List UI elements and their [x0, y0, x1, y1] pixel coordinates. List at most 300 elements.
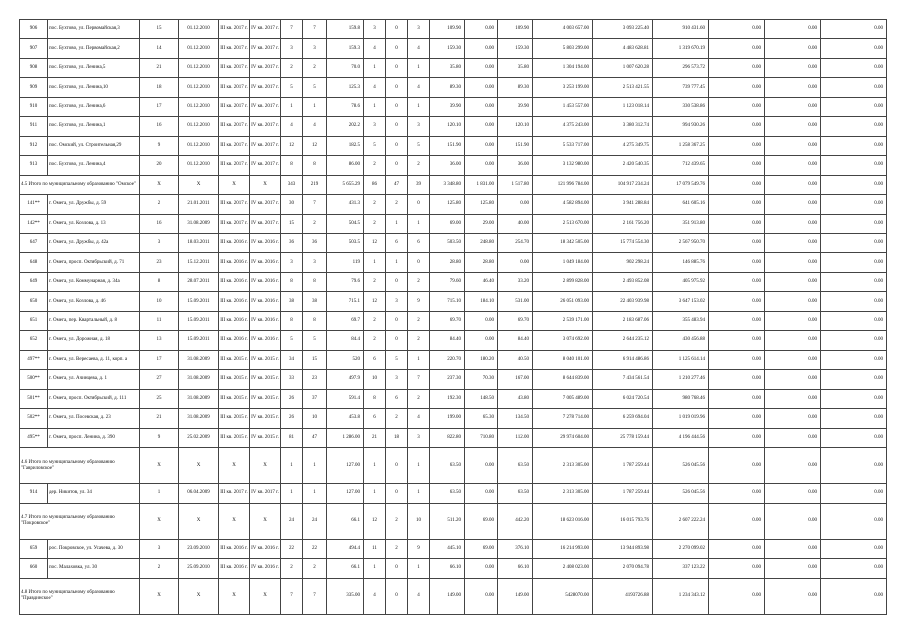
table-cell: 25.02.2009 [179, 428, 219, 447]
table-cell: III кв. 2017 г. [219, 78, 250, 97]
table-cell: 0.00 [709, 292, 765, 311]
table-cell: 0.00 [498, 253, 533, 272]
table-cell: 1 [408, 97, 430, 116]
table-cell: 1 [408, 58, 430, 77]
table-cell: 0.00 [709, 389, 765, 408]
table-cell: 0 [386, 331, 408, 350]
table-cell: 0.00 [821, 409, 887, 428]
table-cell: 0 [386, 78, 408, 97]
table-cell: 84.40 [498, 331, 533, 350]
table-cell: 3 253 199.00 [533, 78, 593, 97]
table-cell: 0 [386, 156, 408, 175]
table-cell: 142** [20, 214, 48, 233]
table-cell: 39.90 [430, 97, 465, 116]
table-cell: IV кв. 2016 г. [250, 233, 281, 252]
table-cell: 3 [408, 117, 430, 136]
table-cell: 5 803 299.00 [533, 39, 593, 58]
table-cell: 0.00 [709, 428, 765, 447]
table-cell: 34 [281, 350, 303, 369]
table-cell: 9 [408, 539, 430, 558]
table-cell: 0.00 [765, 214, 821, 233]
table-cell: 69.7 [327, 311, 364, 330]
address-cell: пос. Бухтово, ул. Ленина,4 [48, 156, 140, 175]
table-cell: III кв. 2016 г. [219, 253, 250, 272]
table-cell: 43.80 [498, 389, 533, 408]
table-cell: 159.8 [327, 20, 364, 39]
table-cell: 2 [364, 311, 386, 330]
table-cell: IV кв. 2016 г. [250, 292, 281, 311]
table-cell: 5 [408, 136, 430, 155]
table-cell: 3 [408, 428, 430, 447]
table-row [20, 311, 887, 330]
address-cell: пос. Бухтово, ул. Первомайская,3 [48, 20, 140, 39]
table-cell: 3 [386, 292, 408, 311]
table-cell: 0.00 [498, 195, 533, 214]
table-cell: 7 [303, 195, 327, 214]
table-cell: 0.00 [709, 350, 765, 369]
table-cell: 2 899 828.00 [533, 272, 593, 291]
table-cell: 151.90 [430, 136, 465, 155]
table-cell: 3 [281, 253, 303, 272]
table-cell: III кв. 2016 г. [219, 233, 250, 252]
table-cell: 23 [140, 253, 179, 272]
table-cell: 4 582 894.00 [533, 195, 593, 214]
table-cell: X [179, 447, 219, 483]
table-row [20, 58, 887, 77]
table-cell: 0.00 [465, 447, 498, 483]
table-cell: 254.70 [498, 233, 533, 252]
table-cell: 0.00 [709, 39, 765, 58]
table-cell: 63.50 [498, 484, 533, 503]
table-cell: 8 [281, 156, 303, 175]
table-cell: 0.00 [709, 331, 765, 350]
table-cell: 0.00 [765, 272, 821, 291]
table-cell: 351 913.80 [653, 214, 709, 233]
table-cell: 2 408 023.00 [533, 559, 593, 578]
table-cell: 15 [140, 20, 179, 39]
table-cell: 1 [364, 58, 386, 77]
table-cell: 651 [20, 311, 48, 330]
table-cell: 25.09.2010 [179, 559, 219, 578]
table-cell: 0.00 [765, 539, 821, 558]
table-cell: X [250, 447, 281, 483]
table-cell: 442.20 [498, 503, 533, 539]
table-cell: 86 [364, 175, 386, 194]
table-cell: 120.10 [498, 117, 533, 136]
table-cell: 495** [20, 428, 48, 447]
table-cell: 31.08.2009 [179, 389, 219, 408]
table-cell: 01.12.2010 [179, 156, 219, 175]
table-cell: 36.00 [498, 156, 533, 175]
table-cell: 47 [303, 428, 327, 447]
table-cell: 0.00 [765, 447, 821, 483]
table-cell: III кв. 2017 г. [219, 214, 250, 233]
table-cell: 16 015 793.76 [593, 503, 653, 539]
table-cell: IV кв. 2016 г. [250, 253, 281, 272]
table-cell: 63.50 [498, 447, 533, 483]
table-cell: 119 [327, 253, 364, 272]
table-cell: 2 [281, 559, 303, 578]
table-cell: 2 [386, 409, 408, 428]
table-cell: 502** [20, 409, 48, 428]
table-cell: 911 [20, 117, 48, 136]
table-cell: 650 [20, 292, 48, 311]
table-cell: 237.30 [430, 370, 465, 389]
table-cell: 1 [386, 253, 408, 272]
table-cell: 0.00 [821, 195, 887, 214]
table-cell: 69.00 [465, 503, 498, 539]
table-row [20, 97, 887, 116]
table-cell: 0.00 [709, 484, 765, 503]
table-cell: 0.00 [821, 503, 887, 539]
table-cell: 0 [408, 195, 430, 214]
table-cell: 4 [364, 78, 386, 97]
table-cell: 0.00 [709, 539, 765, 558]
table-cell: 1 [408, 214, 430, 233]
table-cell: 1 286.00 [327, 428, 364, 447]
table-cell: 6 [386, 389, 408, 408]
table-cell: 2 513 670.00 [533, 214, 593, 233]
table-cell: 0.00 [765, 428, 821, 447]
table-cell: 2 270 099.02 [653, 539, 709, 558]
table-cell: IV кв. 2016 г. [250, 331, 281, 350]
table-cell: 23.09.2010 [179, 539, 219, 558]
address-cell: г. Омега, ул. Дружбы, д. 59 [48, 195, 140, 214]
table-cell: 0.00 [709, 409, 765, 428]
table-cell: 2 [408, 156, 430, 175]
table-cell: 504.5 [327, 214, 364, 233]
table-cell: 4 [408, 578, 430, 614]
table-cell: 0.00 [821, 578, 887, 614]
table-cell: 526 045.56 [653, 484, 709, 503]
table-cell: 0 [386, 20, 408, 39]
table-cell: 01.12.2010 [179, 20, 219, 39]
table-cell: 980 768.46 [653, 389, 709, 408]
table-cell: 6 [364, 409, 386, 428]
table-cell: 914 [20, 484, 48, 503]
address-cell: пос. Бухтово, ул. Ленина,6 [48, 97, 140, 116]
table-cell: 2 [364, 156, 386, 175]
table-cell: 1 304 194.00 [533, 58, 593, 77]
table-row [20, 214, 887, 233]
table-cell: 2 [408, 389, 430, 408]
table-cell: 909 [20, 78, 48, 97]
table-cell: 0 [408, 253, 430, 272]
table-cell: 3 074 692.00 [533, 331, 593, 350]
table-cell: 36.00 [430, 156, 465, 175]
table-cell: 4 [303, 117, 327, 136]
table-cell: 4 [364, 39, 386, 58]
table-cell: IV кв. 2016 г. [250, 272, 281, 291]
table-cell: 15 [303, 350, 327, 369]
table-cell: X [250, 175, 281, 194]
table-cell: 28.80 [430, 253, 465, 272]
table-cell: 0 [386, 58, 408, 77]
table-cell: 1 [140, 484, 179, 503]
table-cell: 2 [303, 58, 327, 77]
table-cell: 659 [20, 539, 48, 558]
table-cell: 3 380 312.74 [593, 117, 653, 136]
table-cell: 0.00 [709, 195, 765, 214]
table-cell: 121 996 784.00 [533, 175, 593, 194]
table-cell: IV кв. 2017 г. [250, 195, 281, 214]
table-cell: 907 [20, 39, 48, 58]
table-cell: 0.00 [709, 58, 765, 77]
table-cell: IV кв. 2017 г. [250, 136, 281, 155]
table-cell: 296 573.72 [653, 58, 709, 77]
table-cell: 2 607 222.24 [653, 503, 709, 539]
table-cell: 652 [20, 331, 48, 350]
table-cell: 202.2 [327, 117, 364, 136]
table-cell: 37 [303, 389, 327, 408]
group-title: 4.6 Итого по муниципальному образованию "Гавриловское" [20, 447, 140, 483]
address-cell: пос. Бухтово, ул. Первомайская,2 [48, 39, 140, 58]
table-cell: 1 049 184.00 [533, 253, 593, 272]
table-cell: 6 [408, 233, 430, 252]
table-cell: 01.12.2010 [179, 117, 219, 136]
data-table [19, 19, 887, 615]
table-cell: 2 420 540.35 [593, 156, 653, 175]
table-cell: 430 456.88 [653, 331, 709, 350]
table-cell: 0.00 [709, 311, 765, 330]
table-cell: 822.80 [430, 428, 465, 447]
table-cell: 2 313 305.00 [533, 484, 593, 503]
table-cell: 1 787 259.44 [593, 447, 653, 483]
table-cell: 63.50 [430, 447, 465, 483]
table-cell: 494.4 [327, 539, 364, 558]
table-cell: 0.00 [821, 156, 887, 175]
group-total-row [20, 578, 887, 614]
table-cell: 0.00 [709, 370, 765, 389]
table-cell: 0.00 [821, 370, 887, 389]
table-cell: 40.00 [498, 214, 533, 233]
table-cell: 2 567 950.70 [653, 233, 709, 252]
table-cell: 20 [140, 156, 179, 175]
table-cell: 445.10 [430, 539, 465, 558]
table-cell: 16 214 993.00 [533, 539, 593, 558]
table-cell: 127.00 [327, 447, 364, 483]
table-cell: 15 774 554.30 [593, 233, 653, 252]
table-cell: 1 [364, 559, 386, 578]
table-cell: 7 [408, 370, 430, 389]
table-cell: 2 [364, 195, 386, 214]
table-cell: 0.00 [465, 78, 498, 97]
table-cell: 0.00 [465, 58, 498, 77]
table-row [20, 428, 887, 447]
table-cell: 641 605.16 [653, 195, 709, 214]
table-cell: 21 [140, 409, 179, 428]
table-cell: X [219, 578, 250, 614]
table-cell: 7 [281, 20, 303, 39]
table-cell: 8 [364, 389, 386, 408]
table-cell: 2 [386, 539, 408, 558]
table-cell: 0.00 [821, 58, 887, 77]
group-total-row [20, 175, 887, 194]
table-cell: 4 275 349.75 [593, 136, 653, 155]
table-cell: 497.9 [327, 370, 364, 389]
table-cell: 35.80 [430, 58, 465, 77]
table-cell: 2 [303, 214, 327, 233]
table-cell: 1 258 367.25 [653, 136, 709, 155]
table-cell: 25 778 159.44 [593, 428, 653, 447]
table-cell: 0.00 [821, 175, 887, 194]
table-cell: IV кв. 2017 г. [250, 20, 281, 39]
table-cell: 0.00 [821, 97, 887, 116]
table-cell: 0.00 [709, 136, 765, 155]
table-cell: 26 051 093.00 [533, 292, 593, 311]
table-cell: 8 040 101.00 [533, 350, 593, 369]
table-cell: 3 [386, 370, 408, 389]
address-cell: пос. Бухтово, ул. Ленина,5 [48, 58, 140, 77]
table-cell: 112.00 [498, 428, 533, 447]
table-cell: 910 [20, 97, 48, 116]
table-cell: 22 [281, 539, 303, 558]
table-cell: 6 914 486.86 [593, 350, 653, 369]
table-cell: 6 [386, 233, 408, 252]
table-cell: 453.8 [327, 409, 364, 428]
table-cell: 66.10 [430, 559, 465, 578]
table-cell: 0 [386, 311, 408, 330]
table-cell: 0.00 [765, 97, 821, 116]
address-cell: г. Омега, ул. Дружбы, д. 42а [48, 233, 140, 252]
table-cell: 1 [281, 484, 303, 503]
table-cell: 24 [281, 503, 303, 539]
table-cell: 0.00 [465, 484, 498, 503]
table-cell: 16 [140, 117, 179, 136]
table-cell: 125.80 [430, 195, 465, 214]
table-cell: 7 [281, 578, 303, 614]
table-cell: 33 [281, 370, 303, 389]
table-cell: 0.00 [765, 136, 821, 155]
table-row [20, 156, 887, 175]
table-cell: 4 483 628.81 [593, 39, 653, 58]
table-cell: III кв. 2017 г. [219, 58, 250, 77]
table-cell: 26 [281, 409, 303, 428]
table-cell: 2 [408, 311, 430, 330]
table-cell: III кв. 2016 г. [219, 331, 250, 350]
table-cell: 0.00 [465, 331, 498, 350]
table-cell: 0.00 [765, 409, 821, 428]
table-cell: 3 [140, 539, 179, 558]
table-cell: 10 [364, 370, 386, 389]
table-cell: 29 974 604.00 [533, 428, 593, 447]
table-row [20, 272, 887, 291]
table-cell: 0.00 [465, 311, 498, 330]
table-cell: 1 [364, 97, 386, 116]
table-cell: 2 313 305.00 [533, 447, 593, 483]
table-cell: 84.4 [327, 331, 364, 350]
table-cell: 39 [408, 175, 430, 194]
table-cell: X [219, 175, 250, 194]
table-cell: 1 517.80 [498, 175, 533, 194]
table-cell: 17 079 549.76 [653, 175, 709, 194]
address-cell: дер. Никитов, ул. 34 [48, 484, 140, 503]
table-cell: III кв. 2017 г. [219, 97, 250, 116]
table-cell: 65.30 [465, 409, 498, 428]
table-cell: 9 [408, 292, 430, 311]
table-cell: 526 045.56 [653, 447, 709, 483]
table-cell: 159.3 [327, 39, 364, 58]
table-cell: 0.00 [765, 331, 821, 350]
table-row [20, 39, 887, 58]
table-cell: 1 [281, 97, 303, 116]
table-cell: III кв. 2015 г. [219, 350, 250, 369]
table-cell: 2 [140, 195, 179, 214]
table-cell: 2 493 852.08 [593, 272, 653, 291]
table-row [20, 136, 887, 155]
table-cell: 6 [364, 350, 386, 369]
table-cell: IV кв. 2015 г. [250, 389, 281, 408]
table-cell: 520 [327, 350, 364, 369]
table-cell: 12 [364, 233, 386, 252]
table-cell: 0 [386, 578, 408, 614]
table-cell: 7 434 561.54 [593, 370, 653, 389]
table-cell: 0.00 [465, 136, 498, 155]
table-cell: 159.30 [498, 39, 533, 58]
table-cell: 3 [303, 253, 327, 272]
table-cell: IV кв. 2017 г. [250, 484, 281, 503]
table-cell: 0.00 [821, 428, 887, 447]
table-cell: 8 644 839.00 [533, 370, 593, 389]
table-cell: 0.00 [821, 117, 887, 136]
table-cell: III кв. 2017 г. [219, 484, 250, 503]
table-cell: 0.00 [765, 58, 821, 77]
table-cell: 31.08.2009 [179, 409, 219, 428]
table-cell: 8 [281, 311, 303, 330]
table-row [20, 389, 887, 408]
table-cell: 2 [281, 58, 303, 77]
group-title: 4.8 Итого по муниципальному образованию "Правдинское" [20, 578, 140, 614]
table-cell: 4193726.88 [593, 578, 653, 614]
table-cell: 0.00 [709, 559, 765, 578]
table-cell: 0.00 [709, 503, 765, 539]
table-cell: 2 539 171.00 [533, 311, 593, 330]
table-cell: 18 [140, 78, 179, 97]
table-cell: X [140, 175, 179, 194]
table-cell: 12 [364, 292, 386, 311]
table-cell: 2 644 235.12 [593, 331, 653, 350]
table-cell: 248.80 [465, 233, 498, 252]
table-cell: X [179, 175, 219, 194]
table-cell: 0.00 [821, 136, 887, 155]
table-cell: 0.00 [821, 559, 887, 578]
table-cell: 710.80 [465, 428, 498, 447]
table-cell: 15 [281, 214, 303, 233]
table-cell: 8 [303, 311, 327, 330]
table-row [20, 117, 887, 136]
table-cell: 4 [408, 409, 430, 428]
table-cell: 167.00 [498, 370, 533, 389]
table-cell: 21.01.2011 [179, 195, 219, 214]
address-cell: г. Омега, просп. Ленина, д. 390 [48, 428, 140, 447]
table-cell: IV кв. 2017 г. [250, 156, 281, 175]
table-cell: 503.50 [430, 233, 465, 252]
table-cell: 11 [140, 311, 179, 330]
table-cell: 2 [364, 272, 386, 291]
table-cell: 660 [20, 559, 48, 578]
table-cell: 13 [140, 331, 179, 350]
table-cell: 0.00 [765, 484, 821, 503]
table-cell: 0.00 [821, 253, 887, 272]
table-row [20, 292, 887, 311]
table-cell: 22 [303, 539, 327, 558]
address-cell: г. Омега, ул. Коммунарная, д. 34а [48, 272, 140, 291]
table-cell: 38 [281, 292, 303, 311]
table-cell: 0.00 [765, 292, 821, 311]
table-cell: 2 161 756.20 [593, 214, 653, 233]
table-cell: 648 [20, 253, 48, 272]
table-cell: 0.00 [821, 311, 887, 330]
